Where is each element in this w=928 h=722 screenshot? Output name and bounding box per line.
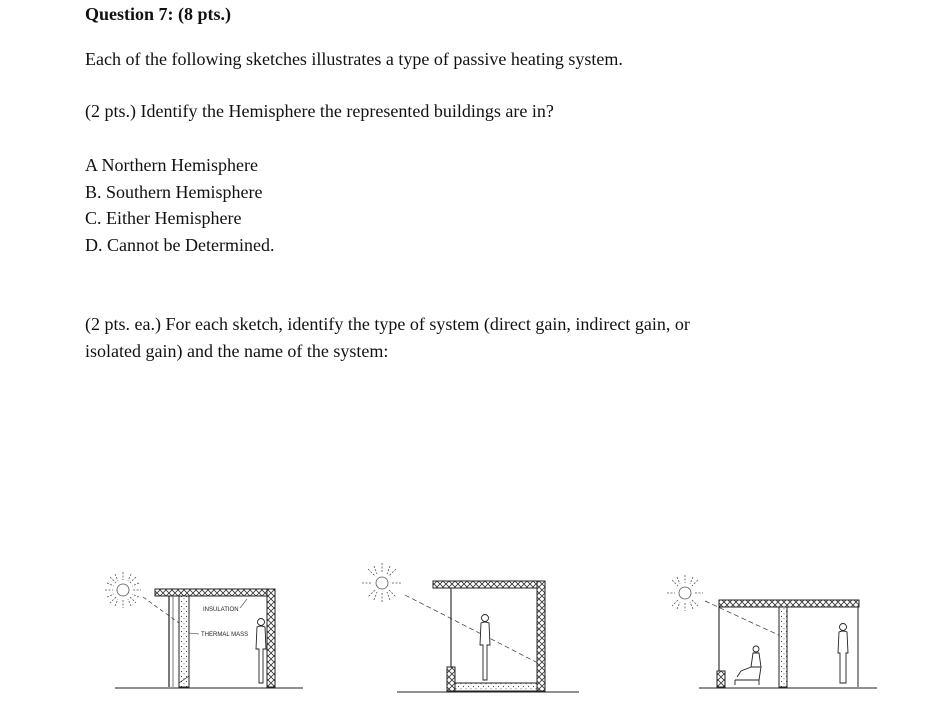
sun-icon xyxy=(362,563,402,603)
option-a: A Northern Hemisphere xyxy=(85,155,258,175)
sketch-1-trombe-wall xyxy=(85,545,315,695)
person-icon xyxy=(838,624,848,684)
sketch-3-sunspace xyxy=(655,545,885,700)
insulation-label: INSULATION xyxy=(203,607,239,613)
answer-options xyxy=(85,152,274,258)
mass-wall xyxy=(779,607,787,687)
roof-insulation xyxy=(433,581,545,588)
seated-person-icon xyxy=(735,646,761,685)
right-wall xyxy=(537,581,545,691)
sketch-2-direct-gain xyxy=(347,545,587,700)
sun-ray xyxy=(143,597,179,623)
thermal-mass-label: THERMAL MASS xyxy=(201,632,249,638)
question-title: Question 7: (8 pts.) xyxy=(85,4,232,24)
part1-prompt: (2 pts.) Identify the Hemisphere the represented buildings are in? xyxy=(85,101,554,121)
sun-ray xyxy=(405,595,540,664)
floor-slab xyxy=(447,683,537,691)
option-d: D. Cannot be Determined. xyxy=(85,234,275,255)
roof xyxy=(719,600,859,607)
option-b: B. Southern Hemisphere xyxy=(85,181,263,202)
question-intro: Each of the following sketches illustrates a type of passive heating system. xyxy=(85,49,623,69)
right-wall xyxy=(267,589,275,687)
thermal-mass-wall xyxy=(179,596,189,687)
person-icon xyxy=(480,615,490,681)
part2-prompt-line1: (2 pts. ea.) For each sketch, identify the type of system (direct gain, indirect gain, or xyxy=(85,314,690,334)
sun-icon xyxy=(105,572,141,608)
option-c: C. Either Hemisphere xyxy=(85,208,242,228)
person-icon xyxy=(256,619,266,684)
sun-icon xyxy=(667,575,703,611)
part2-prompt-line2: isolated gain) and the name of the system: xyxy=(85,341,389,361)
part2-prompt xyxy=(85,311,690,365)
roof-insulation xyxy=(155,589,275,596)
